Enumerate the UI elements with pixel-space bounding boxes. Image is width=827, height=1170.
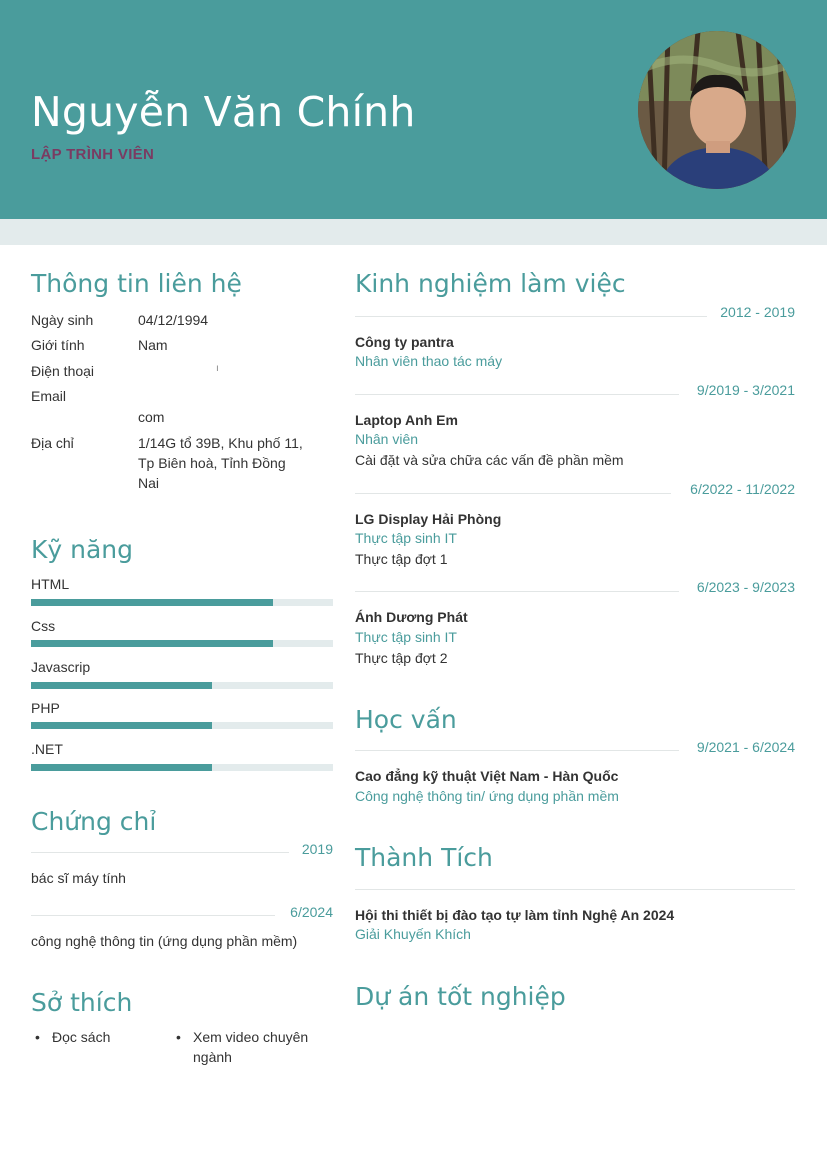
experience-company: Laptop Anh Em xyxy=(355,412,458,428)
certificate-name: bác sĩ máy tính xyxy=(31,870,126,886)
project-section-title: Dự án tốt nghiệp xyxy=(355,982,566,1011)
contact-label-phone: Điện thoại xyxy=(31,363,95,379)
education-date: 9/2021 - 6/2024 xyxy=(696,739,795,755)
skill-bar-track xyxy=(31,764,333,771)
experience-description: Cài đặt và sửa chữa các vấn đề phần mềm xyxy=(355,452,624,468)
contact-section-title: Thông tin liên hệ xyxy=(31,269,242,298)
contact-label-gender: Giới tính xyxy=(31,337,85,353)
contact-label-address: Địa chỉ xyxy=(31,435,74,451)
certificate-name: công nghệ thông tin (ứng dụng phần mềm) xyxy=(31,933,298,949)
experience-divider xyxy=(355,591,679,592)
skill-bar-track xyxy=(31,722,333,729)
achievements-divider xyxy=(355,889,795,890)
certificate-date: 6/2024 xyxy=(290,904,333,920)
experience-company: Công ty pantra xyxy=(355,334,454,350)
skill-name: Css xyxy=(31,618,56,634)
achievement-name: Hội thi thiết bị đào tạo tự làm tỉnh Nghệ An 2024 xyxy=(355,907,675,923)
certificates-section-title: Chứng chỉ xyxy=(31,807,157,836)
experience-divider xyxy=(355,493,671,494)
experience-company: LG Display Hải Phòng xyxy=(355,511,502,527)
contact-value-address: 1/14G tổ 39B, Khu phố 11, Tp Biên hoà, Tỉnh Đồng Nai xyxy=(138,435,303,491)
education-section-title: Học vấn xyxy=(355,705,457,734)
education-school: Cao đẳng kỹ thuật Việt Nam - Hàn Quốc xyxy=(355,768,619,784)
skill-bar-track xyxy=(31,682,333,689)
contact-value-phone: ı xyxy=(216,363,219,374)
skill-name: PHP xyxy=(31,700,60,716)
hobby-item: • Xem video chuyên ngành xyxy=(193,1027,323,1067)
header-banner xyxy=(0,0,827,219)
experience-position: Nhân viên xyxy=(355,431,419,447)
avatar xyxy=(638,31,796,189)
contact-label-email: Email xyxy=(31,388,67,404)
candidate-role: LẬP TRÌNH VIÊN xyxy=(31,146,155,163)
candidate-name: Nguyễn Văn Chính xyxy=(31,88,416,136)
certificate-divider xyxy=(31,915,275,916)
avatar-photo-icon xyxy=(638,31,796,189)
skill-bar-track xyxy=(31,599,333,606)
skill-bar-fill xyxy=(31,764,212,771)
achievements-section-title: Thành Tích xyxy=(355,843,493,872)
education-major: Công nghệ thông tin/ ứng dụng phần mềm xyxy=(355,788,619,804)
contact-value-gender: Nam xyxy=(138,337,168,353)
skill-name: Javascrip xyxy=(31,659,91,675)
skill-bar-fill xyxy=(31,640,273,647)
experience-position: Thực tập sinh IT xyxy=(355,629,457,645)
certificate-date: 2019 xyxy=(301,841,333,857)
skill-bar-fill xyxy=(31,722,212,729)
skill-name: HTML xyxy=(31,576,70,592)
skill-bar-track xyxy=(31,640,333,647)
experience-position: Nhân viên thao tác máy xyxy=(355,353,503,369)
experience-description: Thực tập đợt 1 xyxy=(355,551,448,567)
achievement-award: Giải Khuyến Khích xyxy=(355,926,471,942)
skill-name: .NET xyxy=(31,741,63,757)
header-divider-band xyxy=(0,219,827,245)
experience-date: 6/2022 - 11/2022 xyxy=(690,481,795,497)
experience-section-title: Kinh nghiệm làm việc xyxy=(355,269,626,298)
contact-label-dob: Ngày sinh xyxy=(31,312,94,328)
skills-section-title: Kỹ năng xyxy=(31,535,134,564)
experience-position: Thực tập sinh IT xyxy=(355,530,457,546)
experience-divider xyxy=(355,394,679,395)
hobby-item: • Đọc sách xyxy=(52,1027,162,1047)
experience-date: 6/2023 - 9/2023 xyxy=(696,579,795,595)
experience-date: 9/2019 - 3/2021 xyxy=(696,382,795,398)
experience-description: Thực tập đợt 2 xyxy=(355,650,448,666)
contact-value-dob: 04/12/1994 xyxy=(138,312,209,328)
experience-company: Ánh Dương Phát xyxy=(355,609,468,625)
certificate-divider xyxy=(31,852,289,853)
skill-bar-fill xyxy=(31,599,273,606)
education-divider xyxy=(355,750,679,751)
experience-date: 2012 - 2019 xyxy=(720,304,795,320)
experience-divider xyxy=(355,316,707,317)
contact-value-email: com xyxy=(138,409,165,425)
hobbies-section-title: Sở thích xyxy=(31,988,133,1017)
skill-bar-fill xyxy=(31,682,212,689)
